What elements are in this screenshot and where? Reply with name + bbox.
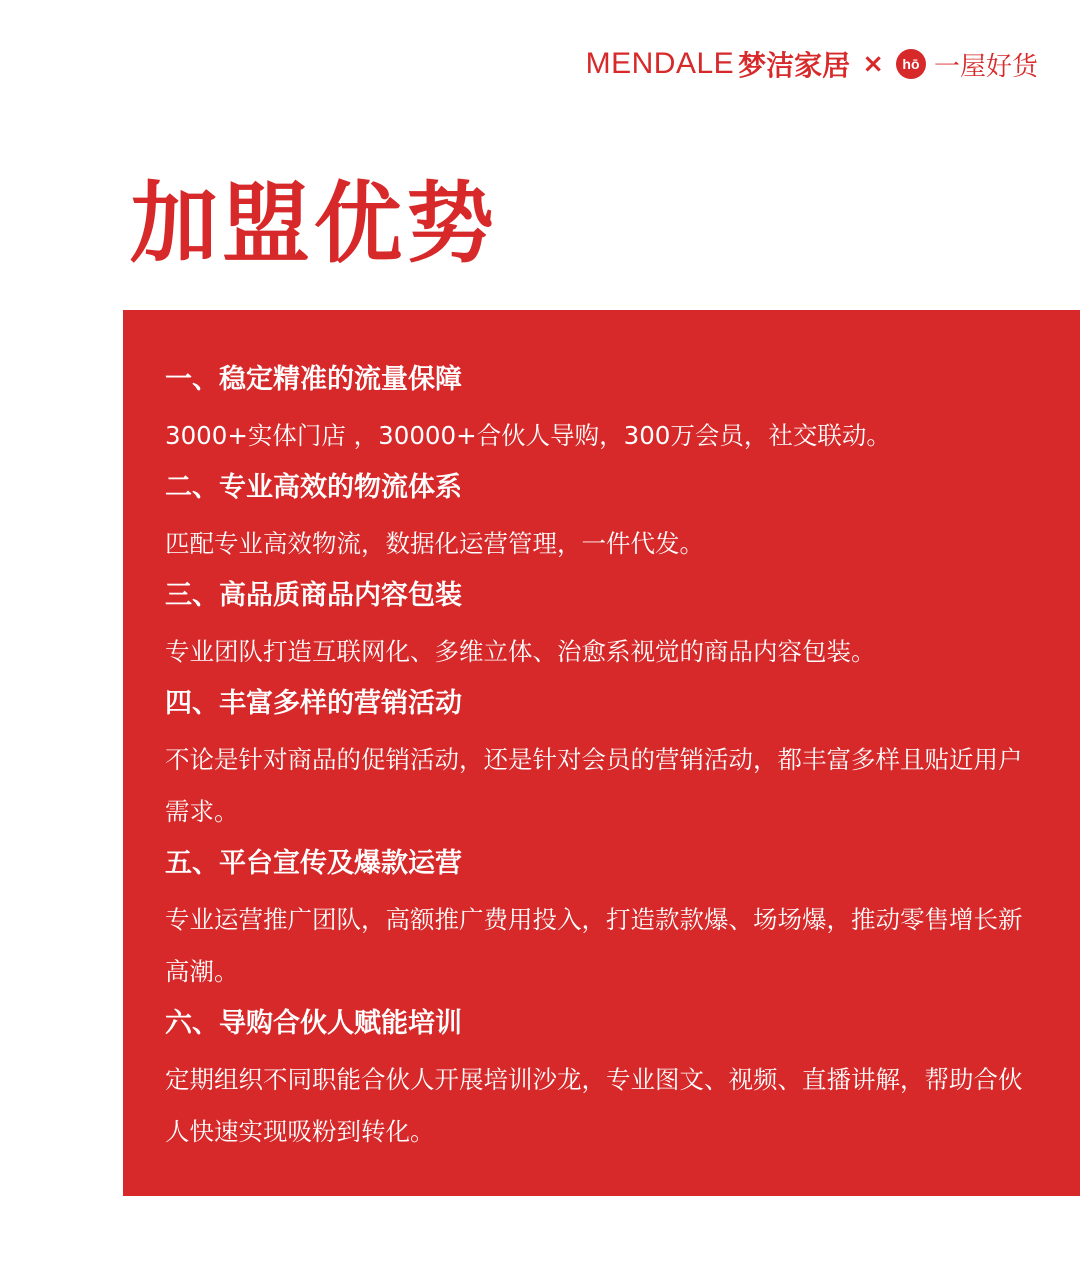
- section-heading: 五、平台宣传及爆款运营: [165, 848, 462, 879]
- partner-brand-name: 一屋好货: [933, 51, 1038, 82]
- section-body: 专业团队打造互联网化、多维立体、治愈系视觉的商品内容包装。: [165, 637, 876, 666]
- section-body: 专业运营推广团队，高额推广费用投入，打造款款爆、场场爆，推动零售增长新高潮。: [165, 905, 1023, 986]
- advantages-list: [165, 360, 1045, 1158]
- brand-header: [586, 42, 1038, 86]
- mendale-logo-cn: 梦洁家居: [738, 49, 851, 82]
- section-heading: 四、丰富多样的营销活动: [165, 688, 462, 719]
- section-heading: 三、高品质商品内容包装: [165, 580, 462, 611]
- mendale-logo-text: MENDALE: [585, 47, 735, 80]
- section-heading: 一、稳定精准的流量保障: [165, 364, 462, 395]
- advantage-section: [165, 684, 1045, 838]
- advantage-section: [165, 360, 1045, 462]
- partner-logo-icon: hō: [896, 49, 926, 79]
- section-body: 不论是针对商品的促销活动，还是针对会员的营销活动，都丰富多样且贴近用户需求。: [165, 745, 1023, 826]
- advantage-section: [165, 468, 1045, 570]
- section-heading: 六、导购合伙人赋能培训: [165, 1008, 462, 1039]
- section-heading: 二、专业高效的物流体系: [165, 472, 462, 503]
- advantage-section: [165, 1004, 1045, 1158]
- section-body: 3000+实体门店 ，30000+合伙人导购，300万会员，社交联动。: [165, 421, 891, 450]
- page-title: 加盟优势: [130, 172, 499, 275]
- advantages-panel: [123, 310, 1080, 1196]
- section-body: 定期组织不同职能合伙人开展培训沙龙，专业图文、视频、直播讲解，帮助合伙人快速实现吸粉到转化。: [165, 1065, 1023, 1146]
- section-body: 匹配专业高效物流，数据化运营管理，一件代发。: [165, 529, 704, 558]
- brand-separator: ×: [862, 49, 884, 79]
- advantage-section: [165, 844, 1045, 998]
- advantage-section: [165, 576, 1045, 678]
